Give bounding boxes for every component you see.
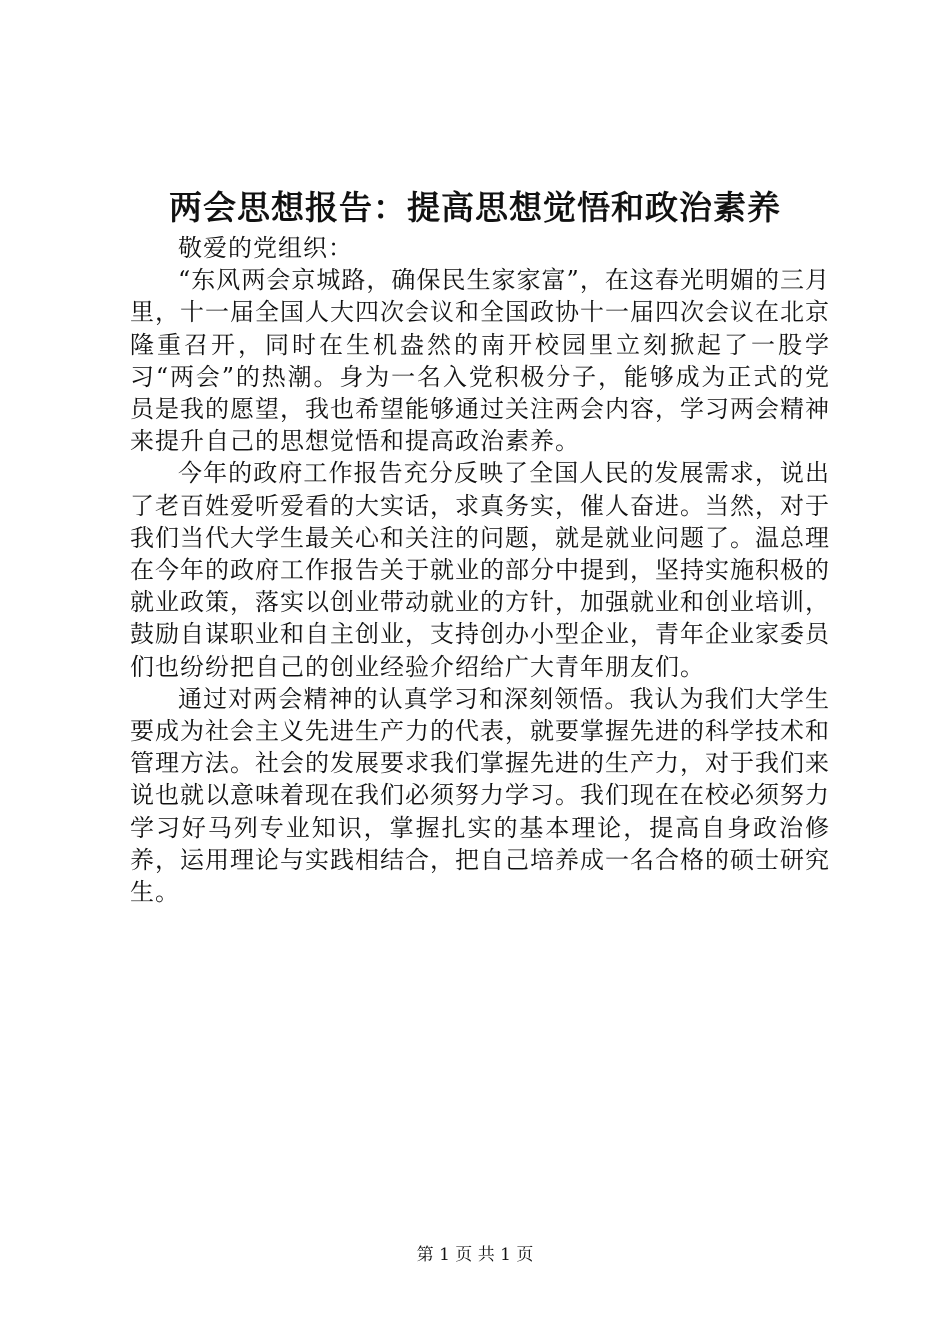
page-footer: 第 1 页 共 1 页 — [416, 1245, 534, 1265]
paragraph-2: 今年的政府工作报告充分反映了全国人民的发展需求，说出了老百姓爱听爱看的大实话，求真务实，催人奋进。当然，对于我们当代大学生最关心和关注的问题，就是就业问题了。温总理在今年的政府工作报告关于就业的部分中提到，坚持实施积极的就业政策，落实以创业带动就业的方针，加强就业和创业培训，鼓励自谋职业和自主创业，支持创办小型企业，青年企业家委员们也纷纷把自己的创业经验介绍给广大青年朋友们。 — [130, 459, 830, 681]
document-title: 两会思想报告：提高思想觉悟和政治素养 — [169, 188, 781, 227]
document-body — [130, 232, 830, 908]
paragraph-3: 通过对两会精神的认真学习和深刻领悟。我认为我们大学生要成为社会主义先进生产力的代表，就要掌握先进的科学技术和管理方法。社会的发展要求我们掌握先进的生产力，对于我们来说也就以意味着现在我们必须努力学习。我们现在在校必须努力学习好马列专业知识，掌握扎实的基本理论，提高自身政治修养，运用理论与实践相结合，把自己培养成一名合格的硕士研究生。 — [130, 684, 830, 907]
paragraph-1: “东风两会京城路，确保民生家家富”，在这春光明媚的三月里，十一届全国人大四次会议和全国政协十一届四次会议在北京隆重召开，同时在生机盎然的南开校园里立刻掀起了一股学习“两会”的热潮。身为一名入党积极分子，能够成为正式的党员是我的愿望，我也希望能够通过关注两会内容，学习两会精神来提升自己的思想觉悟和提高政治素养。 — [130, 266, 830, 456]
salutation: 敬爱的党组织： — [178, 234, 353, 262]
